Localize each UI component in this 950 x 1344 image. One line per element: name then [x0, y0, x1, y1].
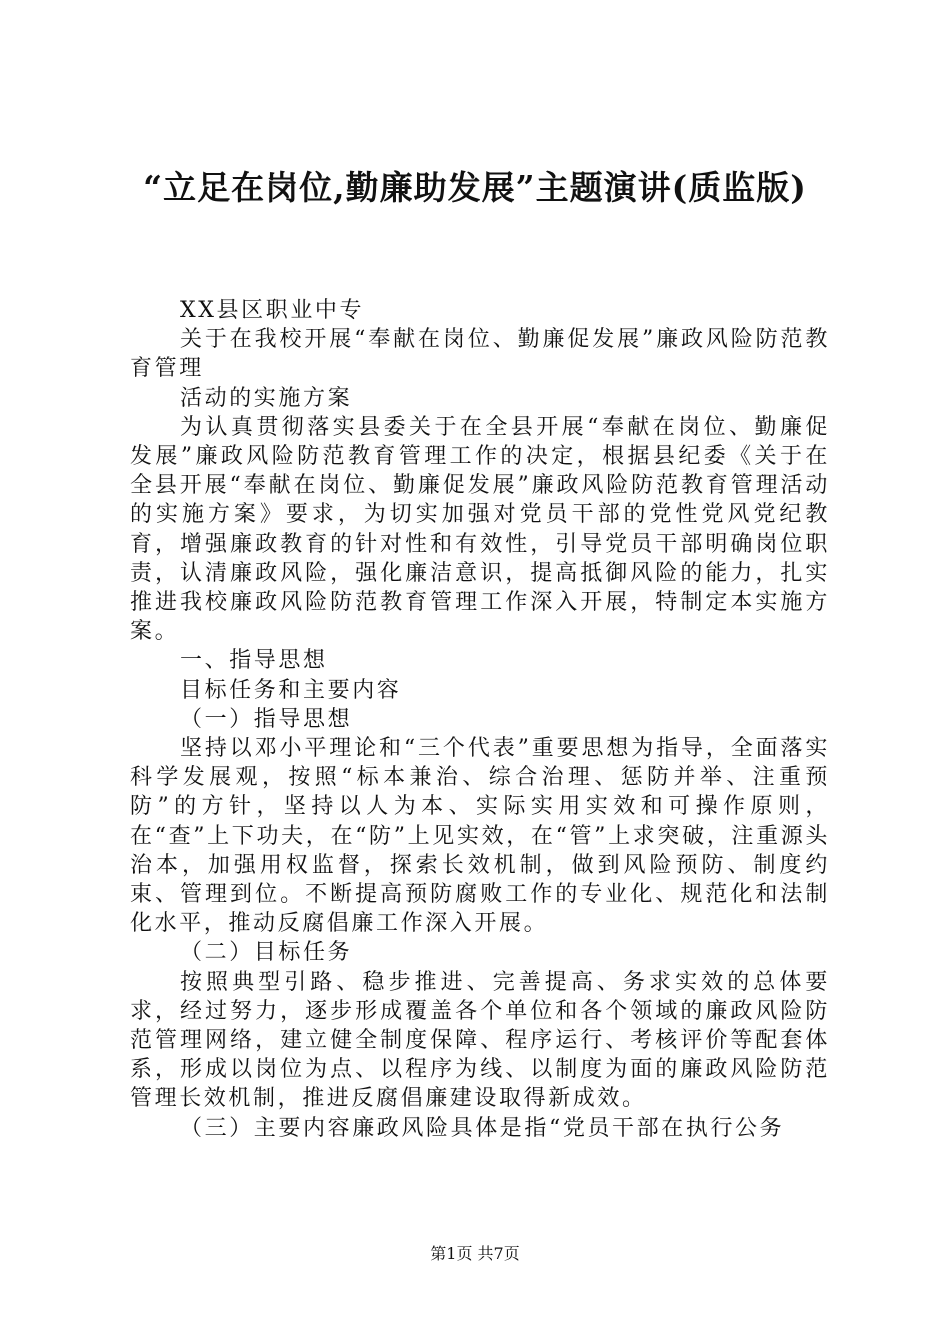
- subsection-heading-3: （三）主要内容廉政风险具体是指“党员干部在执行公务: [180, 1115, 785, 1141]
- document-title: “立足在岗位,勤廉助发展”主题演讲(质监版): [143, 168, 807, 207]
- paragraph-intro: 为认真贯彻落实县委关于在全县开展“奉献在岗位、勤廉促发展”廉政风险防范教育管理工作的决定，根据县纪委《关于在全县开展“奉献在岗位、勤廉促发展”廉政风险防范教育管理活动的实施方案》要求，为切实加强对党员干部的党性党风党纪教育，增强廉政教育的针对性和有效性，引导党员干部明确岗位职责，认清廉政风险，强化廉洁意识，提高抵御风险的能力，扎实推进我校廉政风险防范教育管理工作深入开展，特制定本实施方案。: [130, 414, 830, 645]
- section-heading-guiding-thought: 一、指导思想: [180, 648, 328, 674]
- section-heading-goals-content: 目标任务和主要内容: [180, 677, 402, 703]
- paragraph-guiding-thought: 坚持以邓小平理论和“三个代表”重要思想为指导，全面落实科学发展观，按照“标本兼治、综合治理、惩防并举、注重预防”的方针，坚持以人为本、实际实用实效和可操作原则，在“查”上下功夫，在“防”上见实效，在“管”上求突破，注重源头治本，加强用权监督，探索长效机制，做到风险预防、制度约束、管理到位。不断提高预防腐败工作的专业化、规范化和法制化水平，推动反腐倡廉工作深入开展。: [130, 736, 830, 937]
- paragraph-notice-title: 关于在我校开展“奉献在岗位、勤廉促发展”廉政风险防范教育管理: [130, 327, 830, 382]
- paragraph-goals: 按照典型引路、稳步推进、完善提高、务求实效的总体要求，经过努力，逐步形成覆盖各个单位和各个领域的廉政风险防范管理网络，建立健全制度保障、程序运行、考核评价等配套体系，形成以岗位为点、以程序为线、以制度为面的廉政风险防范管理长效机制，推进反腐倡廉建设取得新成效。: [130, 969, 830, 1112]
- document-body: [130, 296, 830, 1143]
- page-footer: 第1页 共7页: [430, 1244, 520, 1263]
- subsection-heading-2: （二）目标任务: [180, 940, 353, 966]
- subsection-heading-1: （一）指导思想: [180, 706, 353, 732]
- paragraph-school-name: XX县区职业中专: [180, 298, 365, 323]
- paragraph-plan-title: 活动的实施方案: [180, 385, 353, 411]
